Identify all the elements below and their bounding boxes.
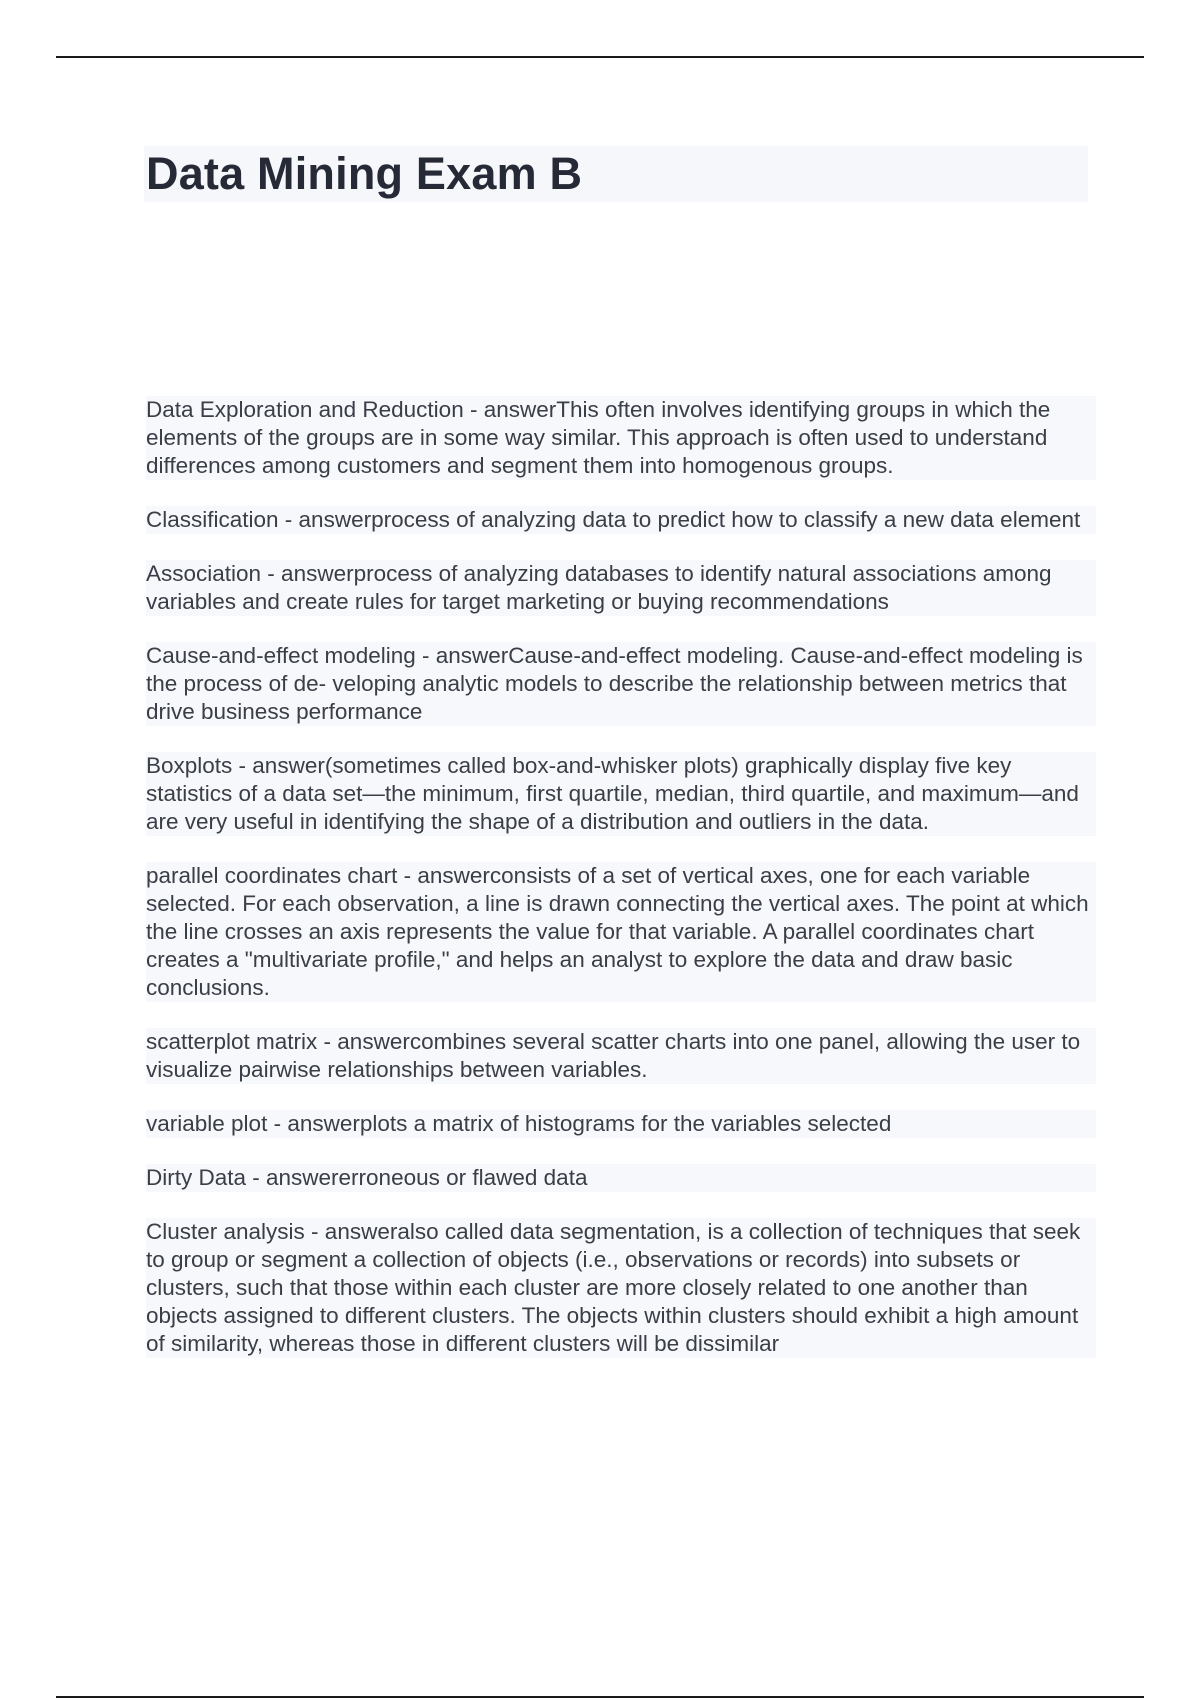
entry-data-exploration: Data Exploration and Reduction - answerThis often involves identifying groups in which the elements of the groups are in some way similar. This approach is often used to understand differences among customers and segment them into homogenous groups.: [146, 396, 1096, 480]
entry-cause-and-effect: Cause-and-effect modeling - answerCause-and-effect modeling. Cause-and-effect modeling is the process of de- veloping analytic models to describe the relationship between metrics that drive business performance: [146, 642, 1096, 726]
page-title: Data Mining Exam B: [146, 148, 583, 199]
bottom-rule: [56, 1696, 1144, 1698]
entry-boxplots: Boxplots - answer(sometimes called box-and-whisker plots) graphically display five key statistics of a data set—the minimum, first quartile, median, third quartile, and maximum—and are very useful in identifying the shape of a distribution and outliers in the data.: [146, 752, 1096, 836]
entry-parallel-coordinates: parallel coordinates chart - answerconsists of a set of vertical axes, one for each variable selected. For each observation, a line is drawn connecting the vertical axes. The point at which the line crosses an axis represents the value for that variable. A parallel coordinates chart creates a "multivariate profile," and helps an analyst to explore the data and draw basic conclusions.: [146, 862, 1096, 1002]
document-body: [146, 396, 1096, 1384]
entry-cluster-analysis: Cluster analysis - answeralso called data segmentation, is a collection of techniques that seek to group or segment a collection of objects (i.e., observations or records) into subsets or clusters, such that those within each cluster are more closely related to one another than objects assigned to different clusters. The objects within clusters should exhibit a high amount of similarity, whereas those in different clusters will be dissimilar: [146, 1218, 1096, 1358]
entry-association: Association - answerprocess of analyzing databases to identify natural associations among variables and create rules for target marketing or buying recommendations: [146, 560, 1096, 616]
entry-scatterplot-matrix: scatterplot matrix - answercombines several scatter charts into one panel, allowing the user to visualize pairwise relationships between variables.: [146, 1028, 1096, 1084]
entry-variable-plot: variable plot - answerplots a matrix of histograms for the variables selected: [146, 1110, 1096, 1138]
entry-dirty-data: Dirty Data - answererroneous or flawed data: [146, 1164, 1096, 1192]
top-rule: [56, 56, 1144, 58]
entry-classification: Classification - answerprocess of analyzing data to predict how to classify a new data element: [146, 506, 1096, 534]
